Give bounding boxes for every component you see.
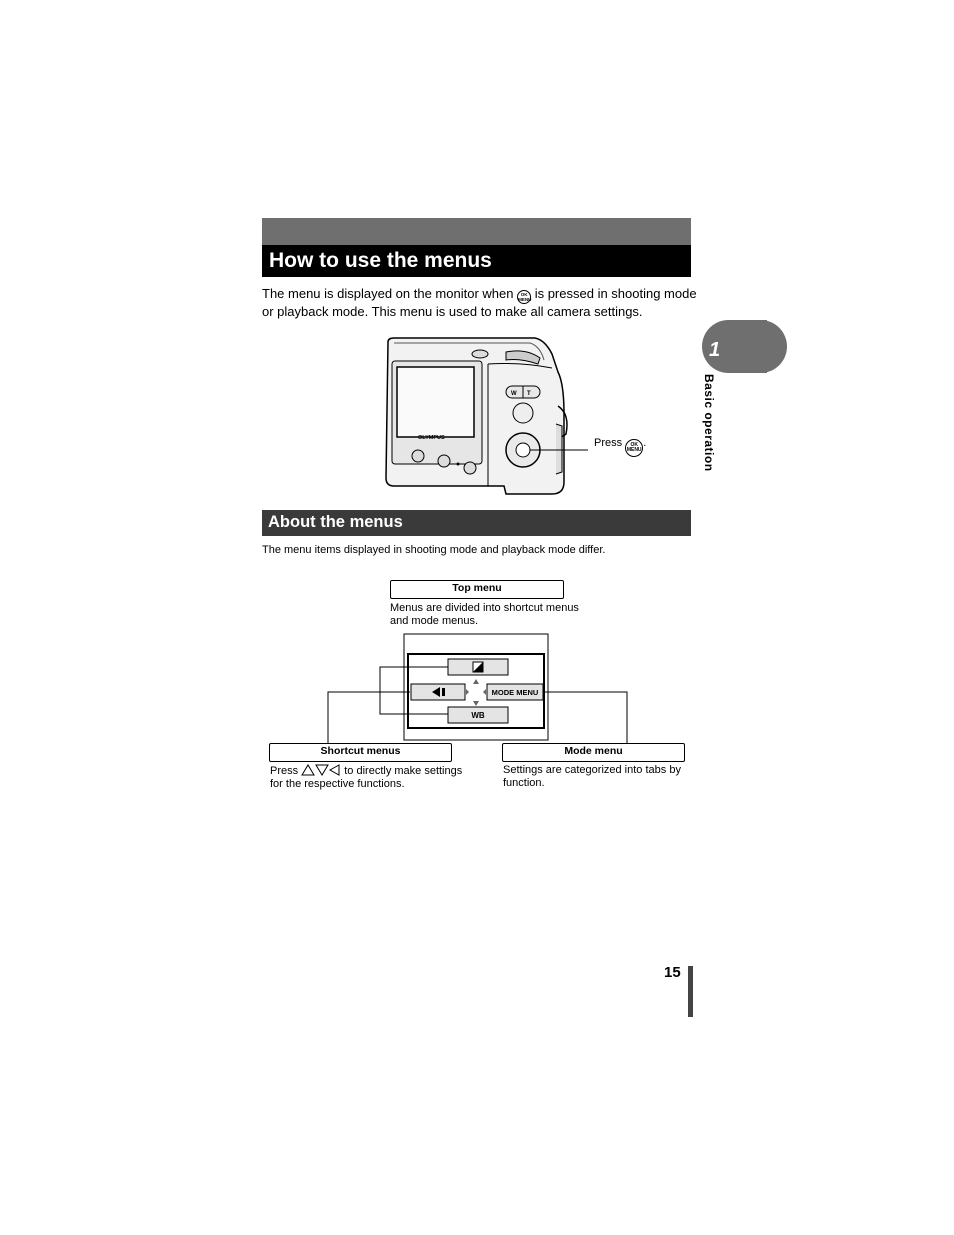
shortcut-menus-description: Press to directly make settings for the respective functions. <box>270 765 463 790</box>
camera-brand: OLYMPUS <box>418 435 445 441</box>
mode-menu-label: Mode menu <box>502 743 685 762</box>
shortcut-menus-label: Shortcut menus <box>269 743 452 762</box>
page-number-bar <box>688 966 693 1017</box>
top-menu-description: Menus are divided into shortcut menus and mode menus. <box>390 602 579 627</box>
intro-paragraph <box>262 286 702 319</box>
chapter-label: Basic operation <box>702 374 716 472</box>
menu-diagram <box>260 630 700 750</box>
up-down-left-arrows-icon <box>301 764 341 776</box>
ok-menu-button-icon: OK MENU <box>625 439 643 457</box>
intro-text-1: The menu is displayed on the monitor when <box>262 286 518 301</box>
section-description: The menu items displayed in shooting mode and playback mode differ. <box>262 544 606 556</box>
zoom-w-label: W <box>511 391 517 397</box>
press-text: Press <box>594 437 623 449</box>
title-bar-top <box>262 218 691 245</box>
mode-menu-description: Settings are categorized into tabs by function. <box>503 764 681 789</box>
camera-callout <box>594 437 646 457</box>
zoom-t-label: T <box>527 391 531 397</box>
intro-text-2: is pressed in shooting mode or playback mode. This menu is used to make all camera settings. <box>262 286 697 319</box>
camera-illustration <box>380 334 660 499</box>
mode-menu-button-label: MODE MENU <box>491 688 539 697</box>
ok-menu-icon: OK MENU <box>518 292 532 302</box>
top-menu-label: Top menu <box>390 580 564 599</box>
page-number: 15 <box>664 964 681 981</box>
callout-period: . <box>643 437 647 449</box>
wb-button-label: WB <box>471 711 485 720</box>
chapter-number: 1 <box>709 339 721 361</box>
page-title: How to use the menus <box>269 249 492 272</box>
section-title: About the menus <box>268 513 403 531</box>
